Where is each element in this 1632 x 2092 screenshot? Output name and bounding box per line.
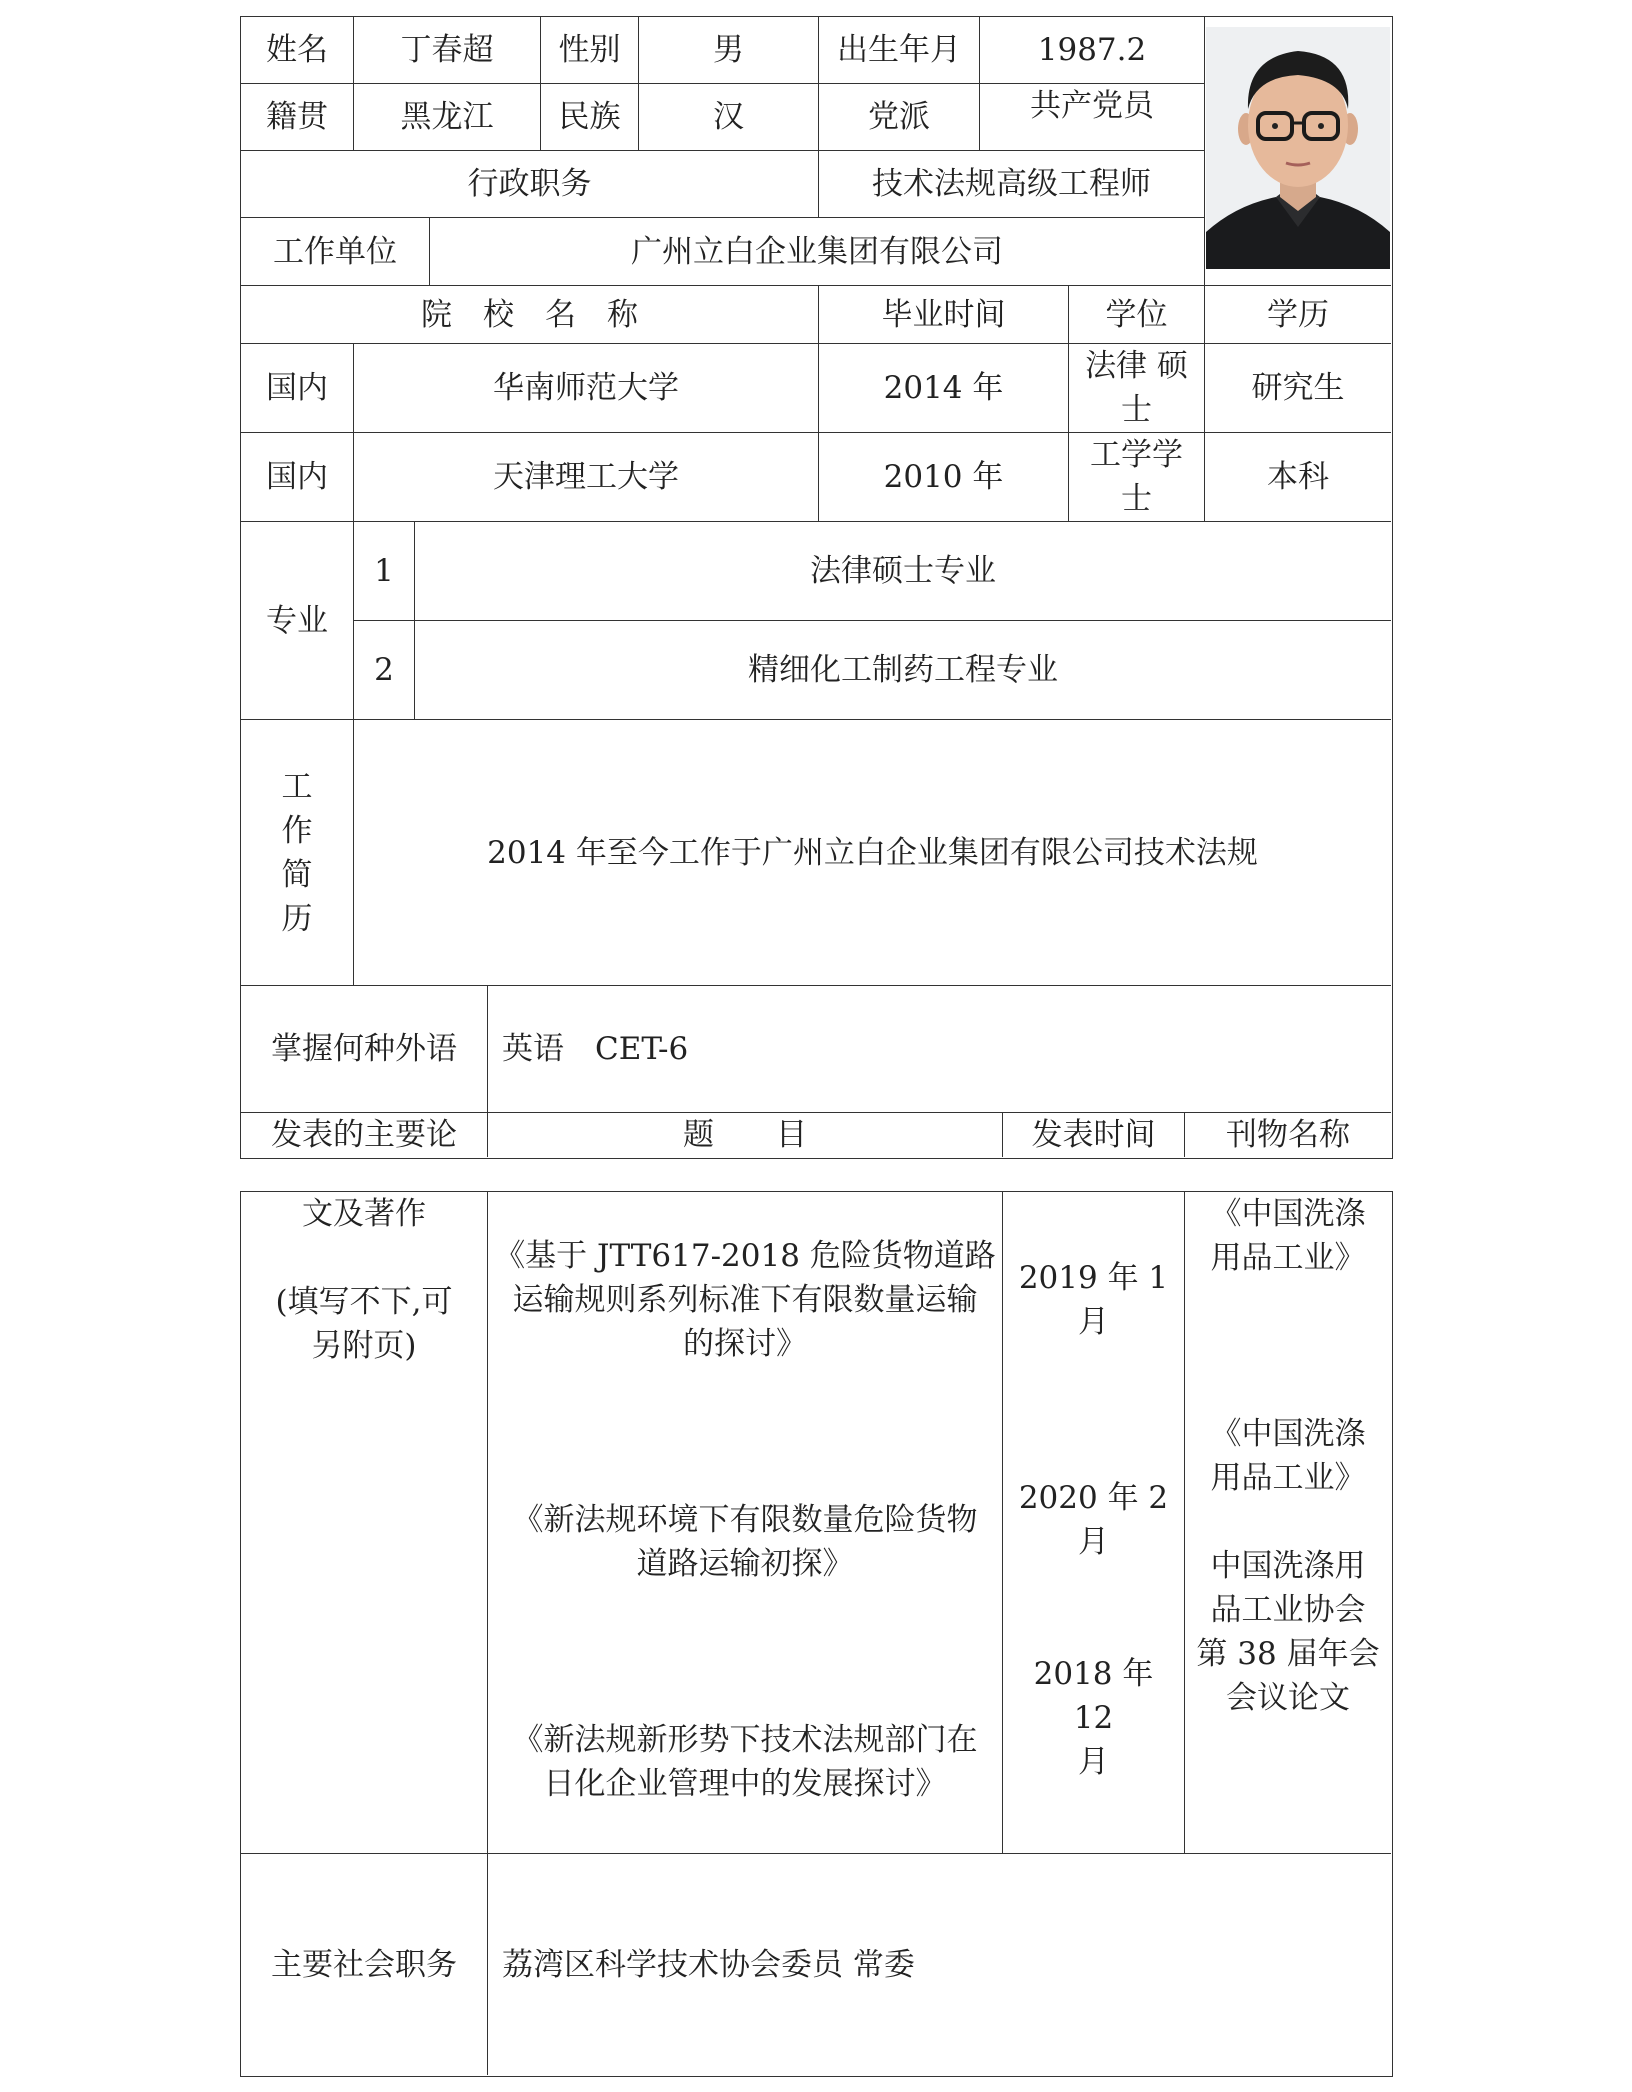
paper-date-line: 2018 年 12 (1033, 1656, 1154, 1736)
paper-journal-line: 会议论文 (1226, 1680, 1350, 1716)
language-label: 掌握何种外语 (241, 986, 488, 1113)
papers-label-line: (填写不下,可 (275, 1284, 453, 1320)
edu-level: 研究生 (1205, 344, 1391, 433)
papers-header-date: 发表时间 (1003, 1113, 1185, 1157)
work-label-char: 工 (281, 768, 313, 805)
paper-journal-line: 《中国洗涤 (1210, 1196, 1366, 1232)
papers-journals (1185, 1192, 1391, 1854)
gender-value: 男 (639, 17, 819, 84)
papers-label-cont (241, 1192, 488, 1854)
edu-school: 天津理工大学 (354, 433, 819, 522)
paper-date-line: 月 (1078, 1524, 1109, 1560)
major-label: 专业 (241, 522, 354, 720)
papers-label-line: 另附页) (311, 1328, 417, 1364)
paper-date-line: 月 (1078, 1304, 1109, 1340)
social-value: 荔湾区科学技术协会委员 常委 (502, 1946, 915, 1983)
major-no: 1 (354, 522, 415, 621)
paper-journal-line: 中国洗涤用 (1210, 1548, 1366, 1584)
edu-header-school: 院 校 名 称 (241, 286, 819, 344)
paper-title-line: 的探讨》 (683, 1326, 807, 1362)
edu-region: 国内 (241, 433, 354, 522)
work-label-chars (282, 765, 313, 941)
ethnic-value: 汉 (639, 84, 819, 151)
birth-value: 1987.2 (980, 17, 1205, 84)
papers-label-line: 文及著作 (302, 1196, 426, 1232)
work-text: 2014 年至今工作于广州立白企业集团有限公司技术法规 (354, 720, 1391, 986)
paper-journal-line: 第 38 届年会 (1196, 1636, 1380, 1672)
papers-header-journal: 刊物名称 (1226, 1117, 1350, 1153)
paper-title-line: 运输规则系列标准下有限数量运输 (512, 1282, 978, 1318)
work-label-char: 简 (281, 856, 313, 893)
work-label-char: 作 (281, 812, 313, 849)
edu-degree-line: 法律 硕 (1085, 348, 1188, 384)
work-label-char: 历 (281, 900, 313, 937)
portrait-photo (1206, 27, 1390, 269)
paper-date-line: 月 (1078, 1744, 1109, 1780)
position-value: 技术法规高级工程师 (819, 151, 1205, 218)
edu-degree-line: 工学学 (1090, 437, 1183, 473)
edu-degree (1069, 344, 1205, 433)
social-label: 主要社会职务 (241, 1854, 488, 2075)
resume-form-bottom (240, 1191, 1393, 2077)
edu-level: 本科 (1205, 433, 1391, 522)
position-label: 行政职务 (241, 151, 819, 218)
paper-date-line: 2020 年 2 (1018, 1480, 1169, 1516)
paper-title-line: 日化企业管理中的发展探讨》 (543, 1766, 947, 1802)
edu-header-degree: 学位 (1069, 286, 1205, 344)
edu-year: 2014 年 (819, 344, 1069, 433)
edu-header-level: 学历 (1205, 286, 1391, 344)
paper-date-line: 2019 年 1 (1018, 1260, 1169, 1296)
paper-title-line: 道路运输初探》 (636, 1546, 854, 1582)
papers-header-title: 题 目 (488, 1113, 1003, 1157)
paper-title-line: 《新法规环境下有限数量危险货物 (512, 1502, 978, 1538)
name-value: 丁春超 (354, 17, 541, 84)
gender-label: 性别 (541, 17, 639, 84)
papers-label-top: 发表的主要论 (241, 1113, 488, 1157)
native-label: 籍贯 (241, 84, 354, 151)
birth-label: 出生年月 (819, 17, 980, 84)
paper-title-line: 《新法规新形势下技术法规部门在 (512, 1722, 978, 1758)
edu-year: 2010 年 (819, 433, 1069, 522)
ethnic-label: 民族 (541, 84, 639, 151)
paper-journal-line: 品工业协会 (1210, 1592, 1366, 1628)
papers-dates (1003, 1192, 1185, 1854)
edu-degree-line: 士 (1121, 481, 1152, 517)
employer-label: 工作单位 (241, 218, 430, 286)
edu-degree-line: 士 (1121, 392, 1152, 428)
name-label: 姓名 (241, 17, 354, 84)
edu-degree (1069, 433, 1205, 522)
paper-title-line: 《基于 JTT617-2018 危险货物道路 (494, 1238, 996, 1274)
employer-value: 广州立白企业集团有限公司 (430, 218, 1205, 286)
edu-school: 华南师范大学 (354, 344, 819, 433)
edu-header-year: 毕业时间 (819, 286, 1069, 344)
native-value: 黑龙江 (354, 84, 541, 151)
party-value: 共产党员 (980, 84, 1205, 151)
edu-region: 国内 (241, 344, 354, 433)
major-no: 2 (354, 621, 415, 720)
resume-form-top (240, 16, 1393, 1159)
paper-journal-line: 用品工业》 (1210, 1460, 1366, 1496)
major-name: 精细化工制药工程专业 (415, 621, 1391, 720)
language-value: 英语 CET-6 (488, 986, 1391, 1113)
paper-journal-line: 用品工业》 (1210, 1240, 1366, 1276)
major-name: 法律硕士专业 (415, 522, 1391, 621)
party-label: 党派 (819, 84, 980, 151)
paper-journal-line: 《中国洗涤 (1210, 1416, 1366, 1452)
work-label (241, 720, 354, 986)
photo-cell (1205, 17, 1391, 286)
papers-titles (488, 1192, 1003, 1854)
